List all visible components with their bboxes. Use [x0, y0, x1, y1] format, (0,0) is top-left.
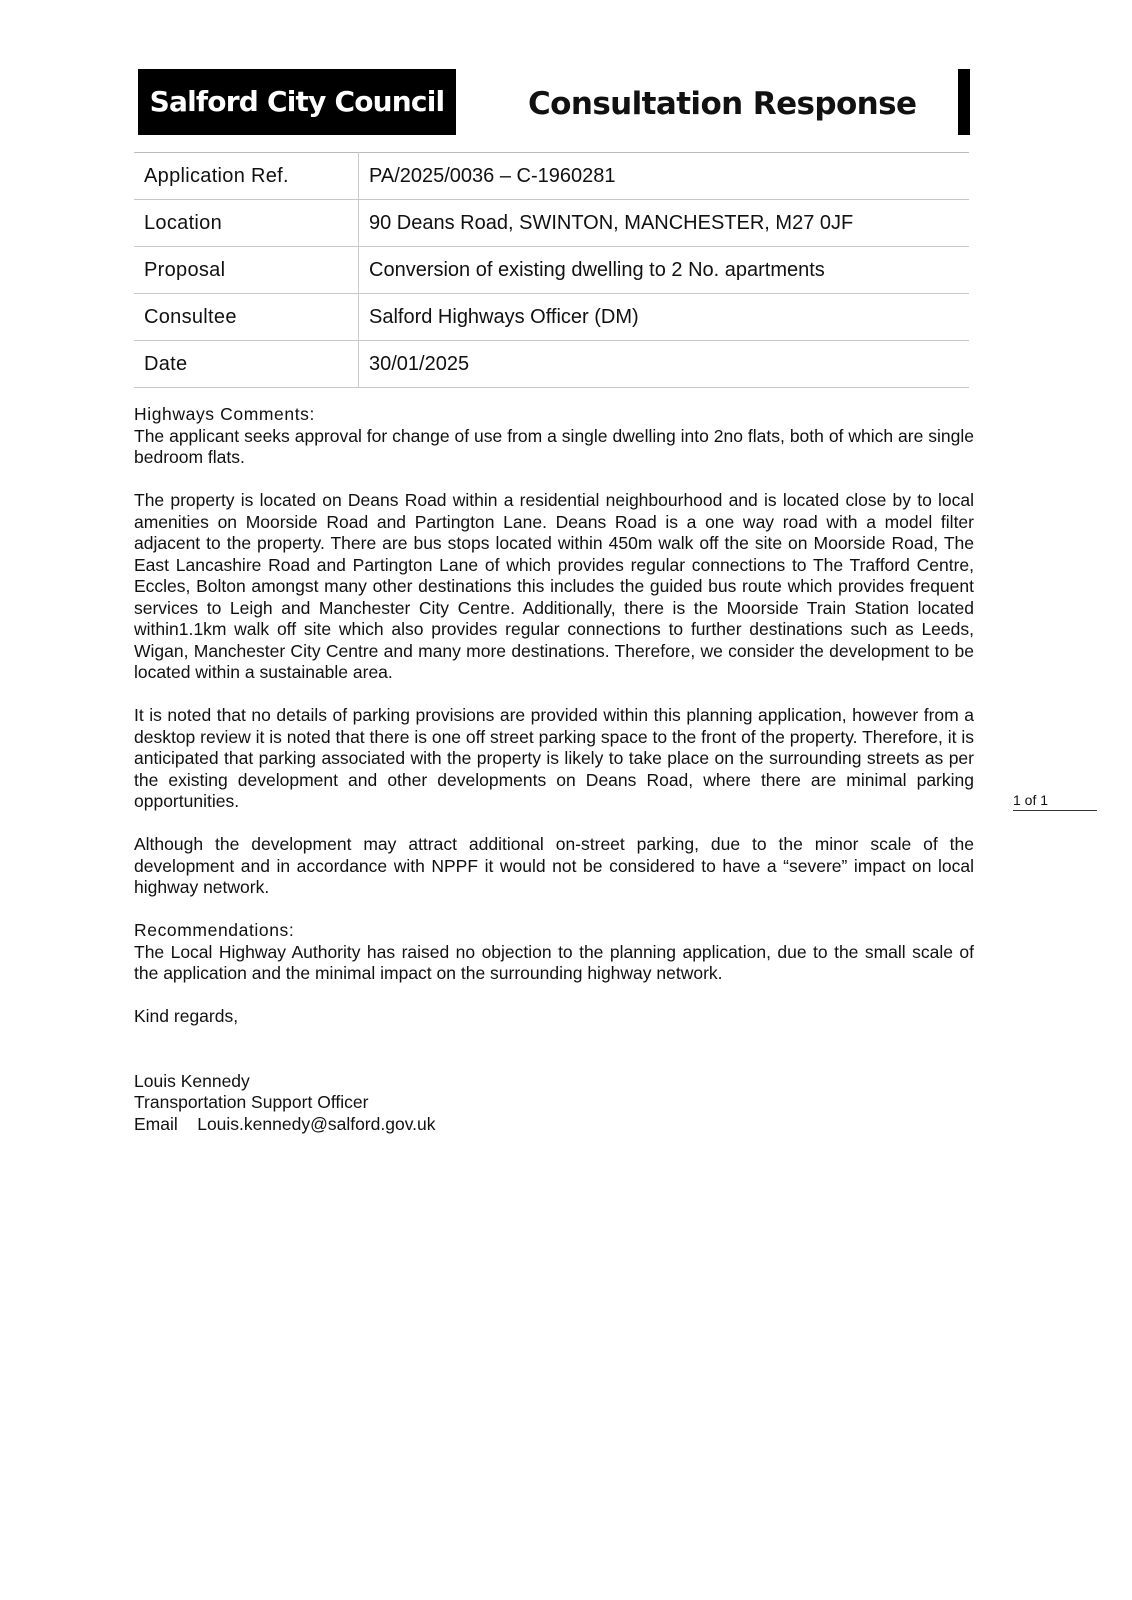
signature-name: Louis Kennedy [134, 1070, 250, 1091]
label: Location [134, 200, 359, 247]
email-label: Email [134, 1113, 178, 1134]
comments-heading: Highways Comments: [134, 404, 315, 424]
council-logo: Salford City Council [138, 69, 456, 135]
paragraph: The Local Highway Authority has raised no objection to the planning application, due to the small scale of the application and the minimal impact on the surrounding highway network. [134, 941, 974, 983]
table-row [134, 153, 969, 200]
table-row [134, 294, 969, 341]
value: PA/2025/0036 – C-1960281 [359, 153, 970, 200]
details-table [134, 152, 969, 388]
value: 30/01/2025 [359, 341, 970, 388]
value: Conversion of existing dwelling to 2 No. apartments [359, 247, 970, 294]
label: Application Ref. [134, 153, 359, 200]
paragraph: It is noted that no details of parking provisions are provided within this planning application, however from a desktop review it is noted that there is one off street parking space to the front of the property. Therefore, it is anticipated that parking associated with the property is likely to take place on the surrounding streets as per the existing development and other developments on Deans Road, where there are minimal parking opportunities. [134, 705, 974, 811]
table-row [134, 341, 969, 388]
header-bar [958, 69, 970, 135]
paragraph: Although the development may attract additional on-street parking, due to the minor scale of the development and in accordance with NPPF it would not be considered to have a “severe” impact on local highway network. [134, 834, 974, 897]
table-row [134, 200, 969, 247]
value: Salford Highways Officer (DM) [359, 294, 970, 341]
document-title: Consultation Response [528, 86, 917, 122]
document-body [134, 404, 974, 1157]
page-indicator: 1 of 1 [1013, 792, 1097, 811]
email-link[interactable]: Louis.kennedy@salford.gov.uk [197, 1113, 436, 1134]
paragraph: The property is located on Deans Road within a residential neighbourhood and is located close by to local amenities on Moorside Road and Partington Lane. Deans Road is a one way road with a model filter adjacent to the property. There are bus stops located within 450m walk off the site on Moorside Road, The East Lancashire Road and Partington Lane of which provides regular connections to The Trafford Centre, Eccles, Bolton amongst many other destinations this includes the guided bus route which provides frequent services to Leigh and Manchester City Centre. Additionally, there is the Moorside Train Station located within1.1km walk off site which also provides regular connections to further destinations such as Leeds, Wigan, Manchester City Centre and many more destinations. Therefore, we consider the development to be located within a sustainable area. [134, 490, 974, 682]
signature [134, 1071, 974, 1136]
label: Date [134, 341, 359, 388]
table-row [134, 247, 969, 294]
paragraph: The applicant seeks approval for change of use from a single dwelling into 2no flats, both of which are single bedroom flats. [134, 425, 974, 467]
closing: Kind regards, [134, 1006, 239, 1026]
recommendations-heading: Recommendations: [134, 920, 295, 940]
label: Consultee [134, 294, 359, 341]
label: Proposal [134, 247, 359, 294]
value: 90 Deans Road, SWINTON, MANCHESTER, M27 0JF [359, 200, 970, 247]
signature-role: Transportation Support Officer [134, 1092, 369, 1112]
